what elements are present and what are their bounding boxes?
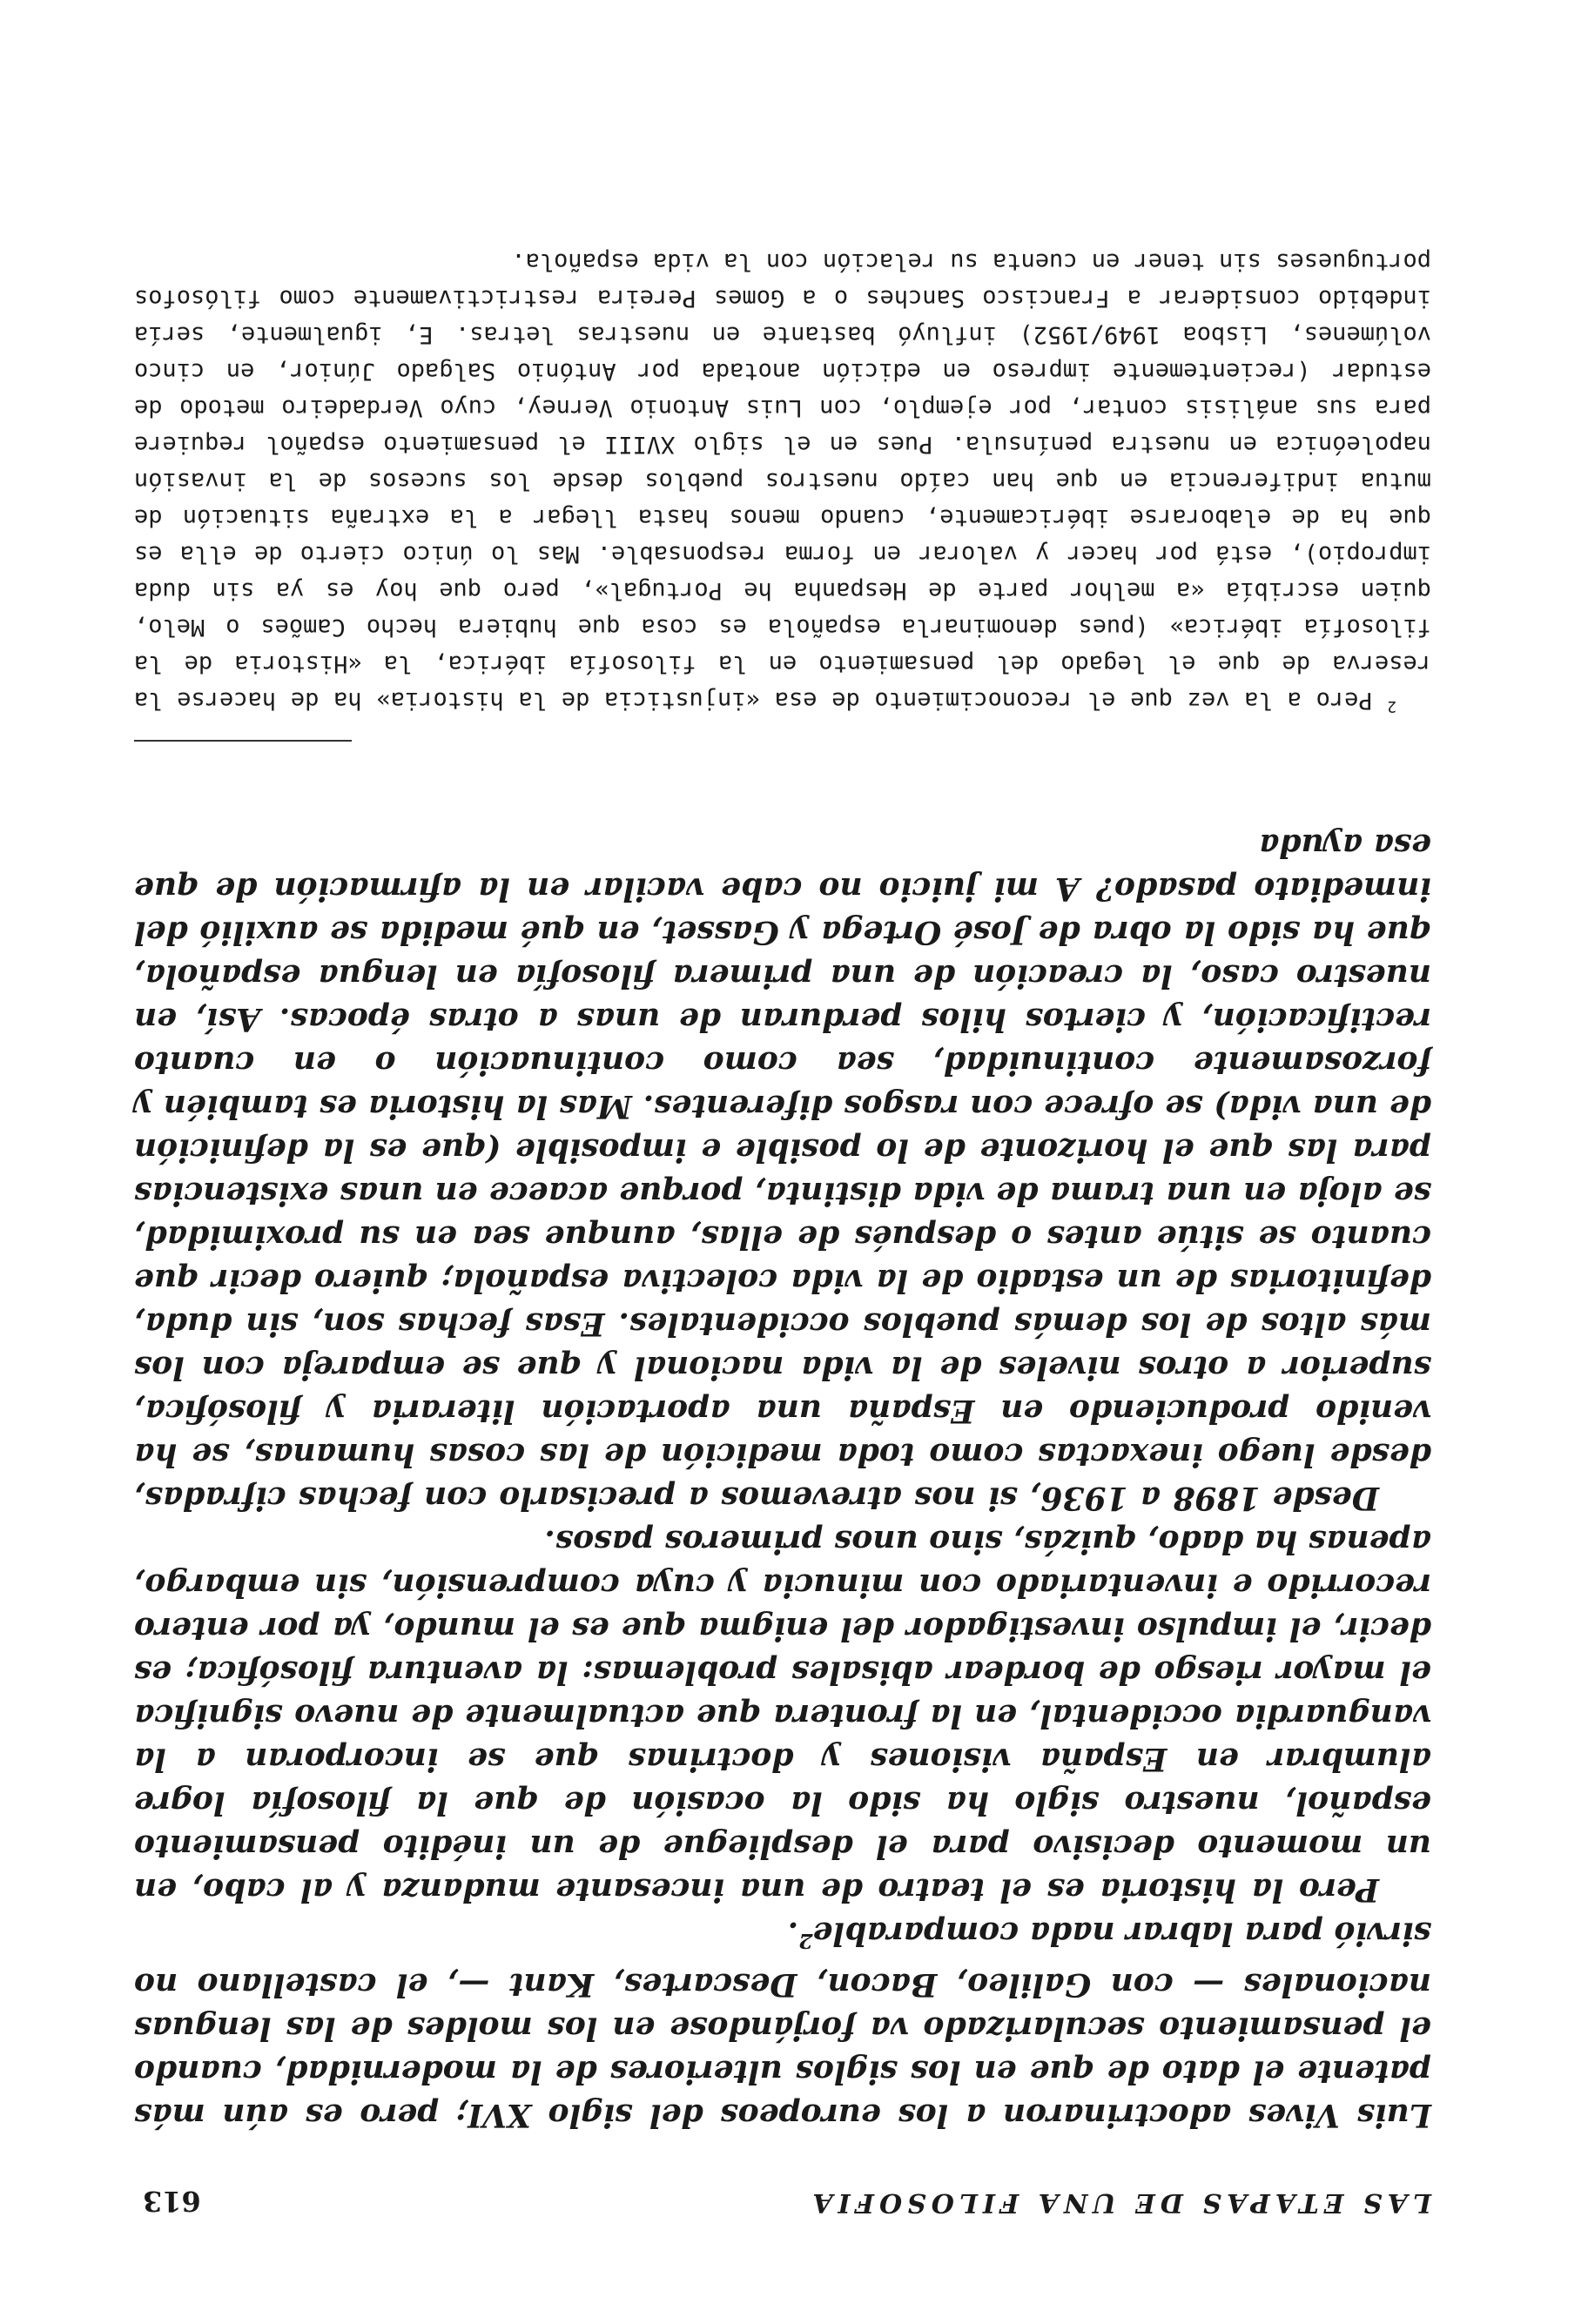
- paragraph-3: Desde 1898 a 1936, si nos atrevemos a precisarlo con fechas cifradas, desde luego inexactas como toda medición de las cosas humanas, se ha venido produciendo en España una aportación literaria y filosófica, superior a otros niveles de la vida nacional y que se empareja con los más altos de los demás pueblos occidentales. Esas fechas son, sin duda, definitorias de un estadio de la vida colectiva española; quiero decir que cuanto se sitúe antes o después de ellas, aunque sea en su proximidad, se aloja en una trama de vida distinta, porque acaece en unas existencias para las que el horizonte de lo posible e imposible (que es la definición de una vida) se ofrece con rasgos diferentes. Mas la historia es también y forzosamente continuidad, sea como continuación o en cuanto rectificación, y ciertos hilos perduran de unas a otras épocas. Así, en nuestro caso, la creación de una primera filosofía en lengua española, que ha sido la obra de José Ortega y Gasset, en qué medida se auxilió del inmediato pasado? A mi juicio no cabe vacilar en la afirmación de que esa ayuda: [134, 827, 1431, 1516]
- footnote-divider: [134, 740, 352, 742]
- paragraph-1-text: Luis Vives adoctrinaron a los europeos del siglo XVI; pero es aún más patente el dato de que en los siglos ulteriores de la modernidad, cuando el pensamiento secularizado va forjándose en los moldes de las lenguas nacionales — con Galileo, Bacon, Descartes, Kant —, el castellano no sirvió para labrar nada comparable: [134, 1915, 1431, 2133]
- page-number: 613: [143, 2185, 201, 2218]
- main-text: [134, 823, 1431, 2137]
- footnote-marker: 2: [1387, 697, 1396, 715]
- footnote-2: [134, 243, 1431, 724]
- footnote-text: Pero a la vez que el reconocimiento de esa «injusticia de la historia» ha de hacerse la reserva de que el legado del pensamiento en la filosofía ibérica, la «Historia de la filosofía ibérica» (pues denominarla española es cosa que hubiera hecho Camões o Melo, quien escribía «a melhor parte de Hespanha he Portugal», pero que hoy es ya sin duda impropio), está por hacer y valorar en forma responsable. Mas lo único cierto de ella es que ha de elaborarse ibéricamente, cuando menos hasta llegar a la extraña situación de mutua indiferencia en que han caído nuestros pueblos desde los sucesos de la invasión napoleónica en nuestra península. Pues en el siglo XVIII el pensamiento español requiere para sus análisis contar, por ejemplo, con Luis Antonio Verney, cuyo Verdadeiro metodo de estudar (recientemente impreso en edición anotada por António Salgado Júnior, en cinco volúmenes, Lisboa 1949/1952) influyó bastante en nuestras letras. E, igualmente, sería indebido considerar a Francisco Sanches o a Gomes Pereira restrictivamente como filósofos portugueses sin tener en cuenta su relación con la vida española.: [133, 248, 1431, 714]
- running-title: LAS ETAPAS DE UNA FILOSOFIA: [807, 2187, 1431, 2218]
- paragraph-2: Pero la historia es el teatro de una incesante mudanza y al cabo, en un momento decisivo para el despliegue de un inédito pensamiento español, nuestro siglo ha sido la ocasión de que la filosofía logre alumbrar en España visiones y doctrinas que se incorporan a la vanguardia occidental, en la frontera que actualmente de nuevo significa el mayor riesgo de bordear abisales problemas: la aventura filosófica; es decir, el impulso investigador del enigma que es el mundo, ya por entero recorrido e inventariado con minucia y cuya comprensión, sin embargo, apenas ha dado, quizás, sino unos primeros pasos.: [134, 1523, 1431, 1908]
- footnote-reference: 2: [798, 1929, 813, 1953]
- footnotes: [134, 243, 1431, 724]
- paragraph-1-end: .: [787, 1915, 799, 1951]
- page-header: [143, 2166, 1431, 2218]
- paragraph-1: [134, 1911, 1431, 2137]
